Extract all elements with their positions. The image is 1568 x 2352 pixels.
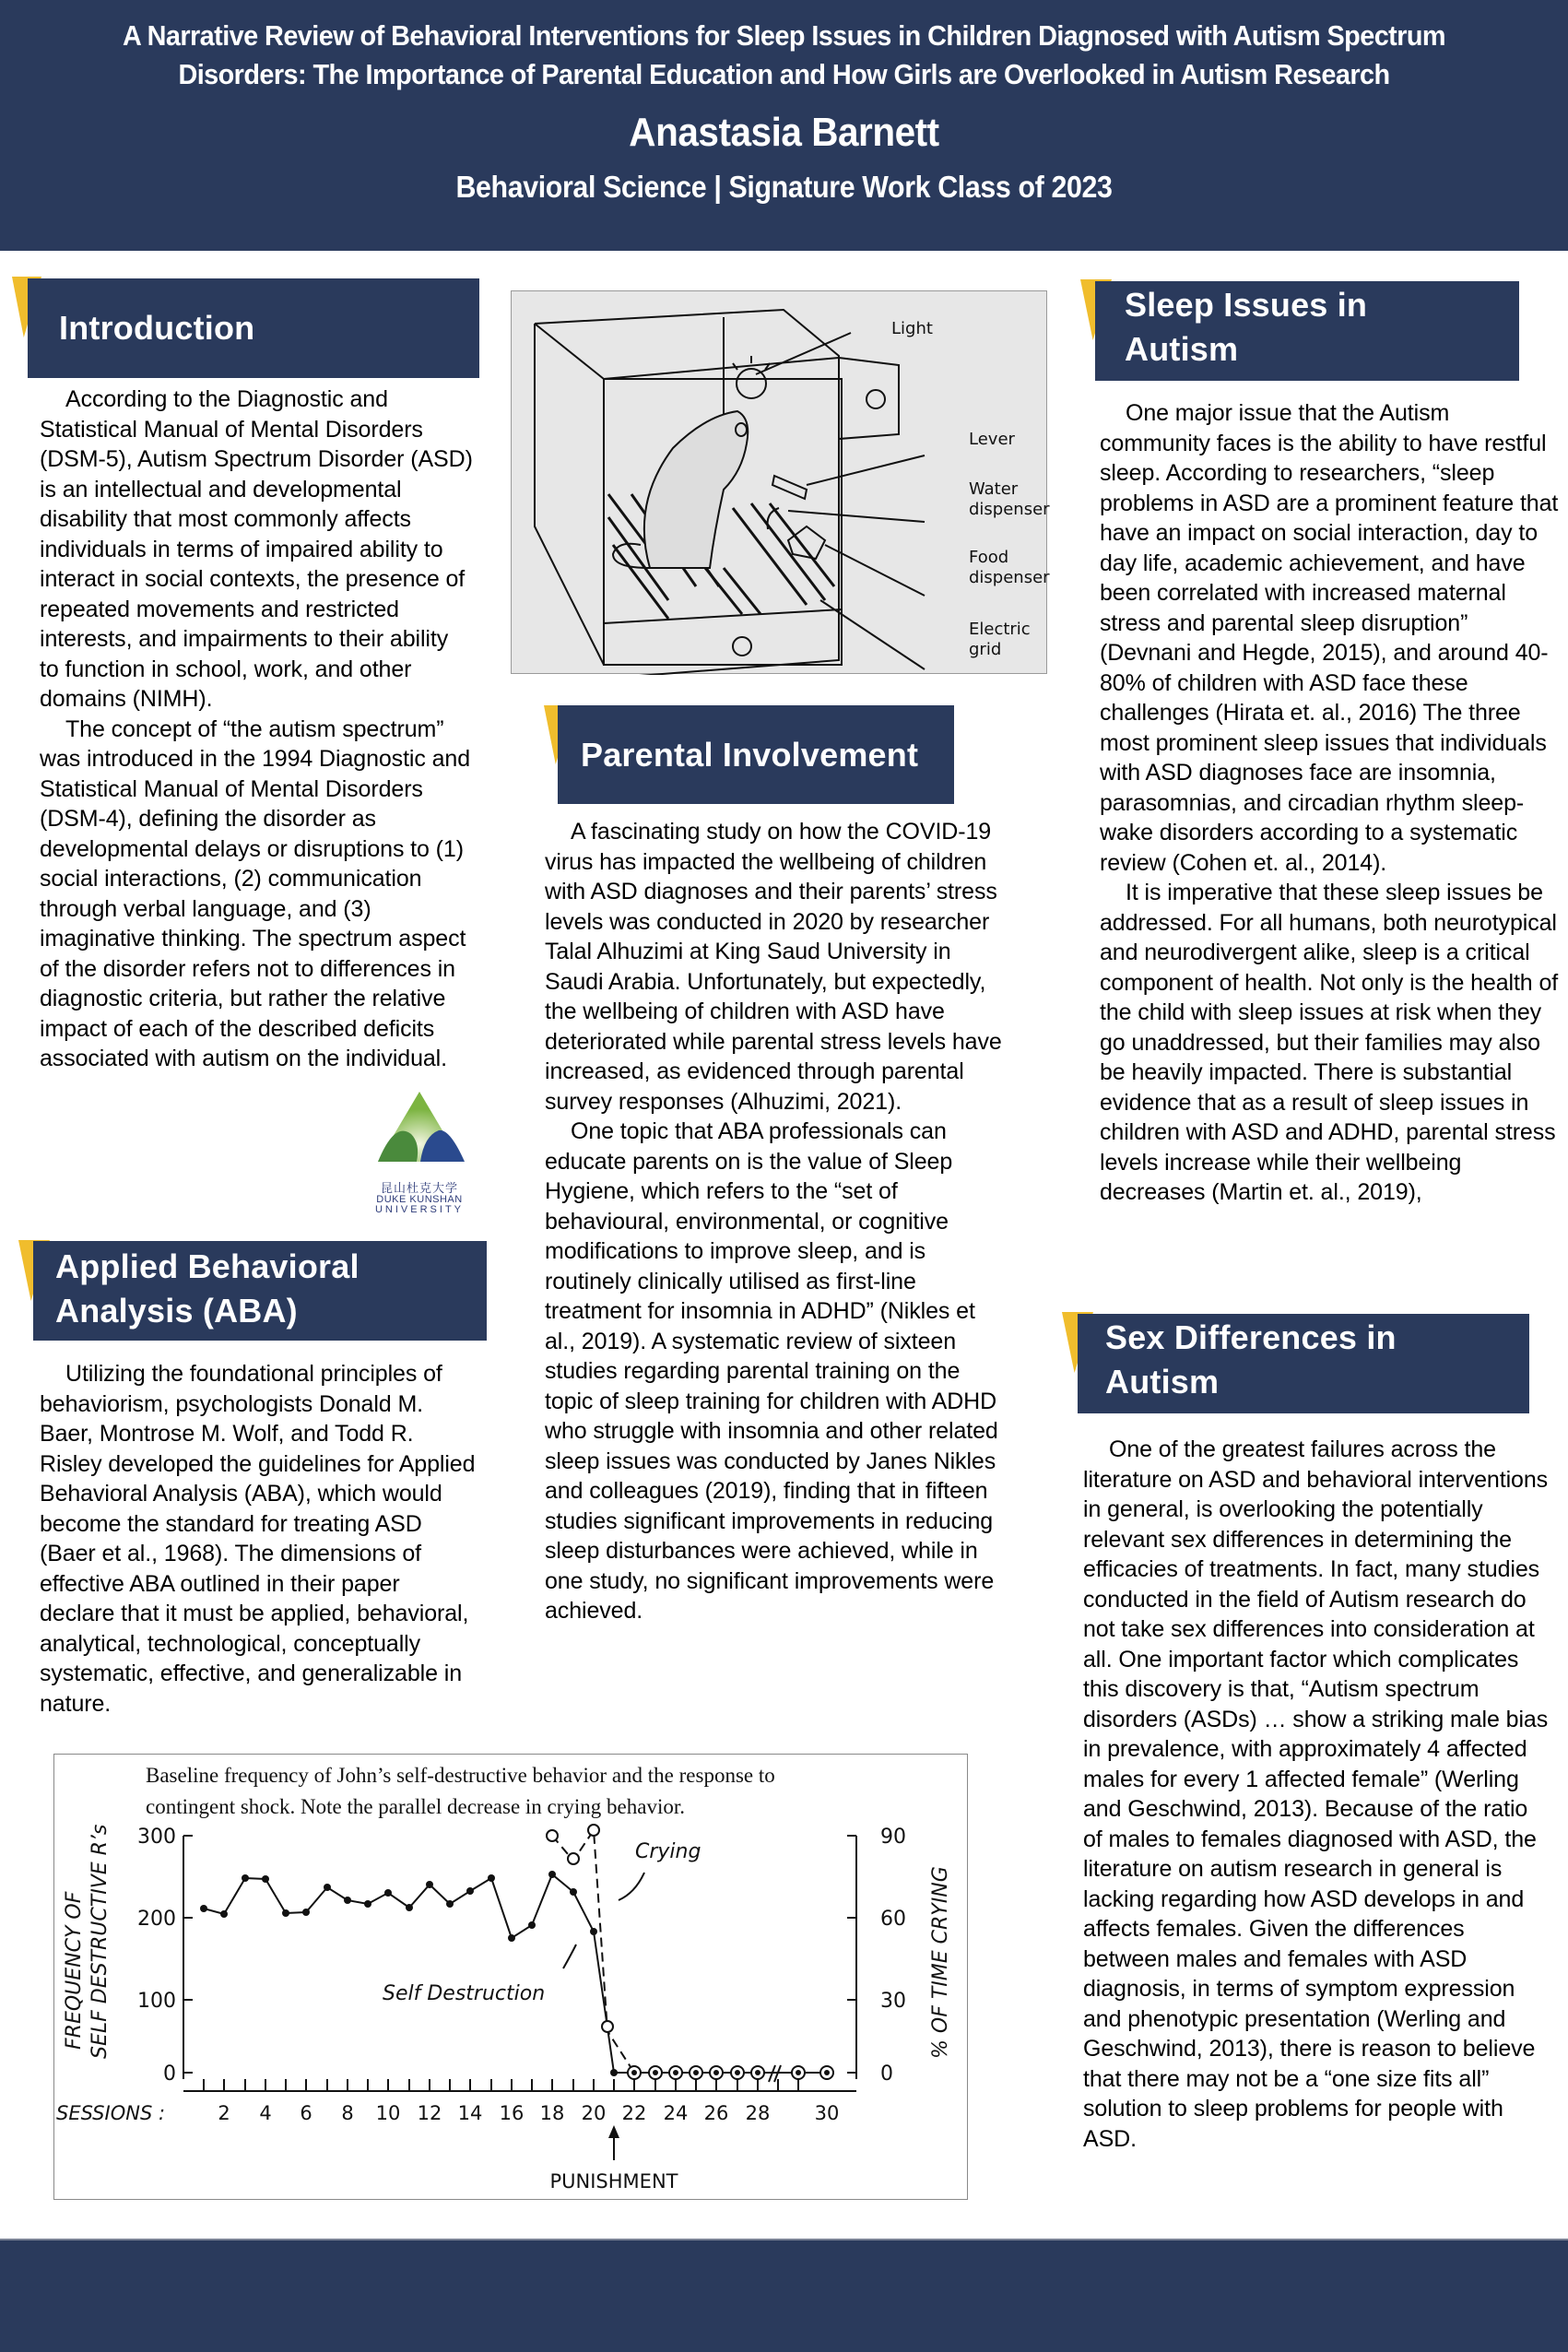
paragraph: It is imperative that these sleep issues be addressed. For all humans, both neurotypical and neurodivergent alike, sleep is a critical component of health. Not only is the health of the child with sleep issues at risk when they go unaddressed, but their families may also be heavily impacted. There is substantial evidence that as a result of sleep issues in children with ASD and ADHD, parental stress levels increase while their wellbeing decreases (Martin et. al., 2019), bbox=[1100, 880, 1559, 1205]
svg-text:300: 300 bbox=[137, 1826, 176, 1849]
svg-text:6: 6 bbox=[300, 2102, 312, 2124]
paragraph: A fascinating study on how the COVID-19 virus has impacted the wellbeing of children with ASD diagnoses and their parents’ stress levels was conducted in 2020 by researcher Talal Alhuzimi at King Saud University in Saudi Arabia. Unfortunately, but expectedly, the wellbeing of children with ASD have deteriorated while parental stress levels have increased, as evidenced through parental survey responses (Alhuzimi, 2021). bbox=[545, 819, 1002, 1115]
mountain-logo-icon bbox=[369, 1086, 470, 1178]
svg-text:16: 16 bbox=[499, 2102, 525, 2124]
skinner-box-figure bbox=[511, 290, 1050, 674]
section-heading-sex-differences bbox=[1078, 1314, 1529, 1413]
svg-text:2: 2 bbox=[218, 2102, 230, 2124]
parental-body bbox=[545, 817, 1010, 1626]
svg-text:SELF DESTRUCTIVE R’s: SELF DESTRUCTIVE R’s bbox=[88, 1824, 112, 2059]
section-title: Sex Differences in Autism bbox=[1105, 1318, 1397, 1401]
program-subtitle: Behavioral Science | Signature Work Class of 2023 bbox=[455, 170, 1113, 204]
paragraph: The concept of “the autism spectrum” was introduced in the 1994 Diagnostic and Statistical Manual of Mental Disorders (DSM-4), defining the disorder as developmental delays or disruptions to (1) social interactions, (2) communication through verbal language, and (3) imaginative thinking. The spectrum aspect of the disorder refers not to differences in diagnostic criteria, but rather the relative impact of each of the described deficits associated with autism on the individual. bbox=[40, 715, 471, 1071]
svg-text:% OF TIME CRYING: % OF TIME CRYING bbox=[929, 1866, 952, 2059]
paragraph: One of the greatest failures across the literature on ASD and behavioral interventions in general, is overlooking the potentially relevant sex differences in determining the efficacies of treatments. In fact, many studies conducted in the field of Autism research do not take sex differences into consideration at all. One important factor which complicates this discovery is that, “Autism spectrum disorders (ASDs) … show a striking male bias in prevalence, with approximately 4 affected males for every 1 affected female” (Werling and Geschwind, 2013). Because of the ratio of males to females diagnosed with ASD, the literature on autism research in general is lacking regarding how ASD develops in and affects females. Given the differences between males and females with ASD diagnosis, in terms of symptom expression and phenotypic presentation (Werling and Geschwind, 2013), there is reason to believe that there may not be a “one size fits all” solution to sleep problems for people with ASD. bbox=[1083, 1436, 1549, 2152]
svg-text:8: 8 bbox=[341, 2102, 354, 2124]
chart-caption: Baseline frequency of John’s self-destructive behavior and the response to contingent shock. Note the parallel decrease in crying behavior. bbox=[146, 1764, 775, 1818]
poster-header bbox=[0, 0, 1568, 251]
label-light: Light bbox=[891, 319, 933, 338]
logo-english-text: DUKE KUNSHAN UNIVERSITY bbox=[374, 1194, 464, 1215]
aba-body bbox=[40, 1359, 480, 1719]
author-name: Anastasia Barnett bbox=[629, 110, 939, 155]
section-title: Applied Behavioral Analysis (ABA) bbox=[55, 1247, 360, 1330]
section-heading-aba bbox=[33, 1241, 487, 1341]
svg-text:0: 0 bbox=[880, 2062, 893, 2086]
svg-text:0: 0 bbox=[163, 2062, 176, 2086]
duke-kunshan-logo bbox=[369, 1086, 470, 1215]
svg-text:30: 30 bbox=[814, 2102, 840, 2124]
svg-text:FREQUENCY OF: FREQUENCY OF bbox=[63, 1891, 86, 2050]
label-food-dispenser: Food dispenser bbox=[969, 548, 1050, 587]
svg-text:30: 30 bbox=[880, 1990, 906, 2013]
svg-text:100: 100 bbox=[137, 1990, 176, 2013]
label-lever: Lever bbox=[969, 430, 1015, 449]
svg-text:22: 22 bbox=[621, 2102, 647, 2124]
svg-text:10: 10 bbox=[375, 2102, 401, 2124]
svg-text:200: 200 bbox=[137, 1908, 176, 1931]
section-heading-sleep bbox=[1095, 281, 1519, 381]
svg-text:PUNISHMENT: PUNISHMENT bbox=[549, 2170, 678, 2192]
svg-text:12: 12 bbox=[417, 2102, 442, 2124]
svg-text:60: 60 bbox=[880, 1908, 906, 1931]
introduction-body bbox=[40, 384, 473, 1074]
behavior-chart-figure bbox=[53, 1754, 968, 2200]
svg-text:24: 24 bbox=[663, 2102, 689, 2124]
poster-footer bbox=[0, 2239, 1568, 2352]
sex-differences-body bbox=[1083, 1435, 1549, 2154]
svg-text:26: 26 bbox=[703, 2102, 729, 2124]
svg-text:14: 14 bbox=[457, 2102, 483, 2124]
paragraph: According to the Diagnostic and Statistical Manual of Mental Disorders (DSM-5), Autism Spectrum Disorder (ASD) is an intellectual and developmental disability that most commonly affects individuals in terms of impaired ability to interact in social contexts, the presence of repeated movements and restricted interests, and impairments to their ability to function in school, work, and other domains (NIMH). bbox=[40, 386, 473, 712]
label-electric-grid: Electric grid bbox=[969, 620, 1031, 659]
section-title: Introduction bbox=[59, 309, 255, 347]
paragraph: One topic that ABA professionals can educate parents on is the value of Sleep Hygiene, which refers to the “set of behavioural, environmental, or cognitive modifications to improve sleep, and is routinely clinically utilised as first-line treatment for insomnia in ADHD” (Nikles et al., 2019). A systematic review of sixteen studies regarding parental training on the topic of sleep training for children with ADHD who struggle with insomnia and other related sleep issues was conducted by Janes Nikles and colleagues (2019), finding that in fifteen studies significant improvements in reducing sleep disturbances were achieved, while in one study, no significant improvements were achieved. bbox=[545, 1118, 998, 1624]
section-title: Sleep Issues in Autism bbox=[1125, 286, 1368, 368]
svg-text:20: 20 bbox=[581, 2102, 607, 2124]
section-heading-introduction bbox=[28, 278, 479, 378]
paragraph: Utilizing the foundational principles of behaviorism, psychologists Donald M. Baer, Montrose M. Wolf, and Todd R. Risley developed the guidelines for Applied Behavioral Analysis (ABA), which would become the standard for treating ASD (Baer et al., 1968). The dimensions of effective ABA outlined in their paper declare that it must be applied, behavioral, analytical, technological, conceptually systematic, effective, and generalizable in nature. bbox=[40, 1361, 476, 1717]
line-chart bbox=[54, 1755, 969, 2201]
section-title: Parental Involvement bbox=[581, 736, 919, 774]
svg-text:18: 18 bbox=[539, 2102, 565, 2124]
poster-title: A Narrative Review of Behavioral Interventions for Sleep Issues in Children Diagnosed with Autism Spectrum Disorders: The Importance of Parental Education and How Girls are Overlooked in Autism Research bbox=[122, 19, 1446, 90]
sleep-body bbox=[1100, 398, 1561, 1208]
svg-text:90: 90 bbox=[880, 1826, 906, 1849]
svg-text:Self Destruction: Self Destruction bbox=[383, 1982, 546, 2005]
operant-chamber-illustration-icon bbox=[512, 291, 1048, 675]
svg-text:SESSIONS :: SESSIONS : bbox=[56, 2102, 166, 2124]
section-heading-parental bbox=[558, 705, 954, 804]
logo-chinese-text: 昆山杜克大学 bbox=[380, 1182, 458, 1196]
paragraph: One major issue that the Autism community faces is the ability to have restful sleep. According to researchers, “sleep problems in ASD are a prominent feature that have an impact on social interaction, day to day life, academic achievement, and have been correlated with increased maternal stress and parental sleep disruption” (Devnani and Hegde, 2015), and around 40-80% of children with ASD face these challenges (Hirata et. al., 2016) The three most prominent sleep issues that individuals with ASD diagnoses face are insomnia, parasomnias, and circadian rhythm sleep-wake disorders according to a systematic review (Cohen et. al., 2014). bbox=[1100, 400, 1559, 876]
label-water-dispenser: Water dispenser bbox=[969, 479, 1050, 519]
svg-text:28: 28 bbox=[745, 2102, 771, 2124]
svg-text:Crying: Crying bbox=[635, 1840, 701, 1863]
svg-text:4: 4 bbox=[259, 2102, 272, 2124]
